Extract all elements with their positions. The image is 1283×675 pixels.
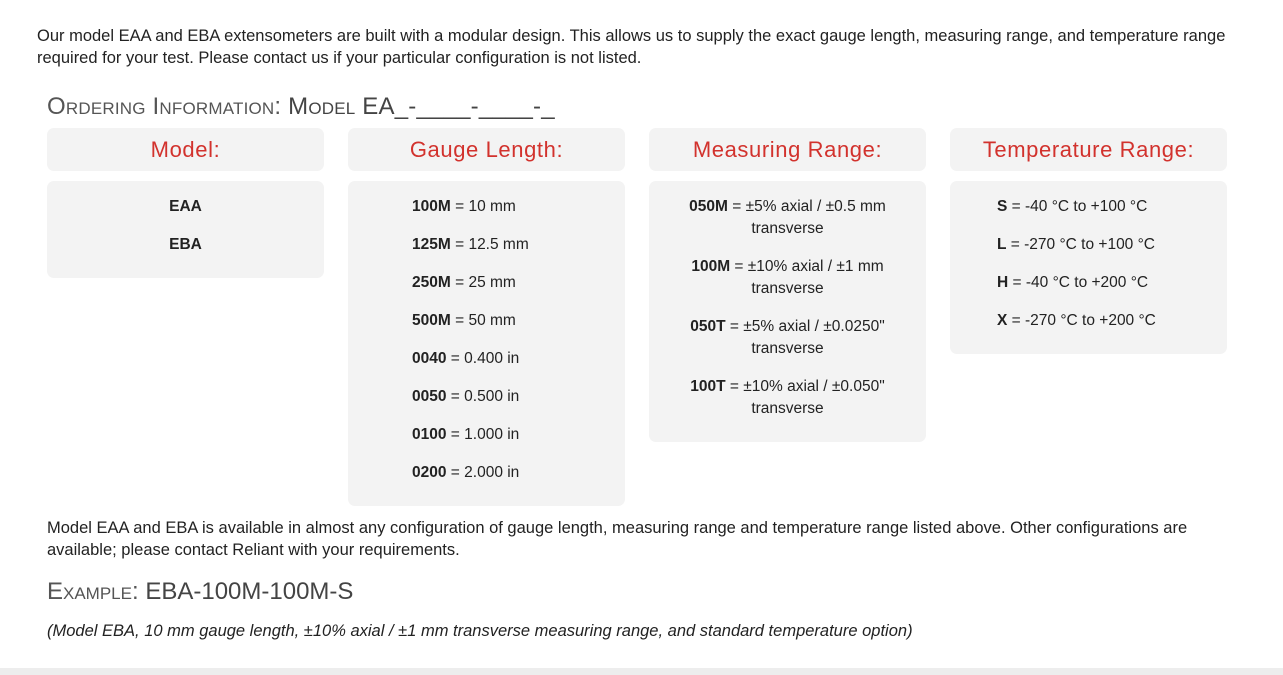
example-code: EBA-100M-100M-S: [145, 578, 354, 605]
model-option: EBA: [169, 236, 202, 253]
gauge-option: 500M = 50 mm: [412, 312, 516, 329]
gauge-option: 0200 = 2.000 in: [412, 464, 520, 481]
gauge-option: 0100 = 1.000 in: [412, 426, 520, 443]
gauge-length-column: [348, 128, 625, 506]
example-label: Example:: [47, 578, 139, 605]
temperature-range-column: [950, 128, 1227, 354]
model-column: [47, 128, 324, 278]
availability-note: Model EAA and EBA is available in almost any configuration of gauge length, measuring range and temperature range listed above. Other configurations are available; please contact Reliant with your requirements.: [47, 519, 1188, 559]
model-option: EAA: [169, 198, 202, 215]
gauge-length-header: Gauge Length:: [348, 128, 625, 171]
example-description: (Model EBA, 10 mm gauge length, ±10% axial / ±1 mm transverse measuring range, and standard temperature option): [47, 622, 913, 640]
gauge-option: 100M = 10 mm: [412, 198, 516, 215]
range-option: 100M = ±10% axial / ±1 mm transverse: [691, 258, 884, 297]
example-heading: [47, 578, 353, 606]
gauge-option: 0040 = 0.400 in: [412, 350, 520, 367]
gauge-option: 0050 = 0.500 in: [412, 388, 520, 405]
ordering-heading: [47, 93, 555, 121]
gauge-option: 250M = 25 mm: [412, 274, 516, 291]
intro-paragraph: Our model EAA and EBA extensometers are built with a modular design. This allows us to supply the exact gauge length, measuring range, and temperature range required for your test. Please contact us if your particular configuration is not listed.: [37, 27, 1226, 67]
ordering-label: Ordering Information:: [47, 93, 282, 120]
footer-divider: [0, 668, 1283, 675]
temperature-range-options: [950, 181, 1227, 354]
ordering-code: Model EA_-____-____-_: [288, 93, 555, 120]
temperature-option: H = -40 °C to +200 °C: [997, 274, 1149, 291]
measuring-range-header: Measuring Range:: [649, 128, 926, 171]
temperature-option: S = -40 °C to +100 °C: [997, 198, 1148, 215]
model-options: [47, 181, 324, 278]
gauge-option: 125M = 12.5 mm: [412, 236, 529, 253]
measuring-range-column: [649, 128, 926, 442]
range-option: 050T = ±5% axial / ±0.0250" transverse: [690, 318, 885, 357]
range-option: 100T = ±10% axial / ±0.050" transverse: [690, 378, 885, 417]
gauge-length-options: [348, 181, 625, 506]
temperature-option: L = -270 °C to +100 °C: [997, 236, 1156, 253]
temperature-option: X = -270 °C to +200 °C: [997, 312, 1156, 329]
model-header: Model:: [47, 128, 324, 171]
temperature-range-header: Temperature Range:: [950, 128, 1227, 171]
range-option: 050M = ±5% axial / ±0.5 mm transverse: [689, 198, 886, 237]
measuring-range-options: [649, 181, 926, 442]
